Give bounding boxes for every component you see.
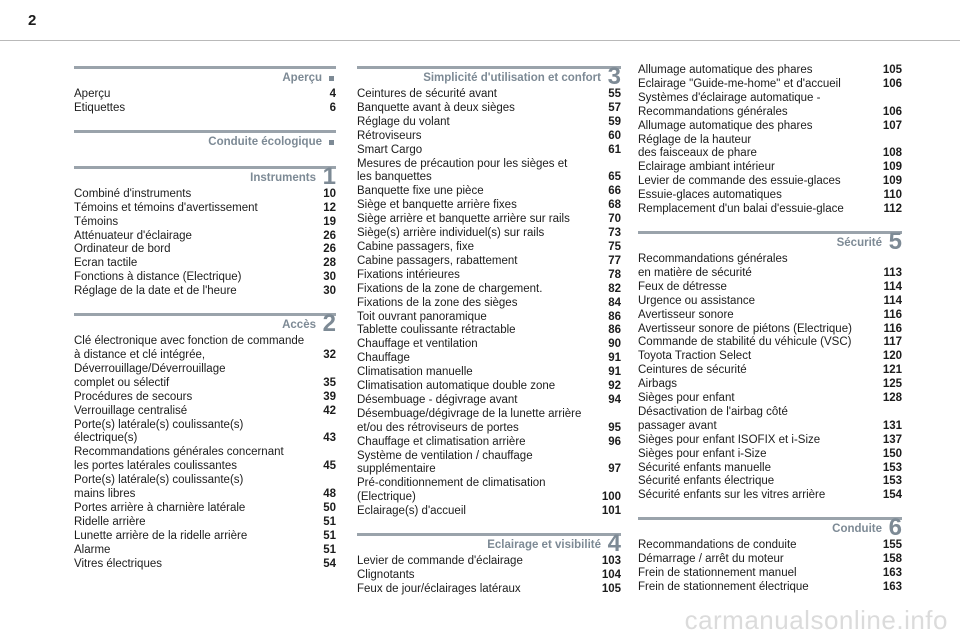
section-title: Accès [282,319,316,332]
toc-entry-label: Témoins et témoins d'avertissement [74,201,258,214]
toc-entry-label: Déverrouillage/Déverrouillage complet ou sélectif [74,362,226,389]
toc-entry[interactable] [638,448,902,462]
toc-entry[interactable] [638,309,902,323]
toc-entry-page: 60 [608,129,621,142]
section-title: Aperçu [282,72,322,84]
toc-entry-label: Ordinateur de bord [74,243,171,256]
toc-entry-label: Recommandations de conduite [638,539,797,552]
toc-entry-page: 109 [882,161,902,174]
toc-entry-label: Ceintures de sécurité [638,364,747,377]
toc-entry-label: Sièges pour enfant ISOFIX et i-Size [638,433,821,446]
toc-entry-page: 90 [608,338,621,351]
toc-entry-page: 32 [323,348,336,361]
toc-entry-page: 107 [882,119,902,132]
toc-entry-label: Lunette arrière de la ridelle arrière [74,529,248,542]
toc-entry-page: 158 [882,553,902,566]
toc-entry-page: 35 [323,376,336,389]
toc-entry-label: Sécurité enfants sur les vitres arrière [638,489,826,502]
toc-entry-label: Airbags [638,378,677,391]
toc-entry-page: 51 [323,543,336,556]
toc-entry[interactable] [357,297,621,311]
toc-section [638,229,902,503]
toc-entry[interactable] [357,185,621,199]
toc-entry-page: 131 [882,419,902,432]
toc-entry-label: Remplacement d'un balai d'essuie-glace [638,203,844,216]
toc-entry-label: Sièges pour enfant i-Size [638,447,767,460]
toc-entry[interactable] [74,216,336,230]
toc-entry-page: 153 [882,475,902,488]
toc-entry[interactable] [638,134,902,162]
toc-entry-label: Commande de stabilité du véhicule (VSC) [638,336,852,349]
toc-entry-page: 114 [883,294,902,307]
toc-entry-page: 28 [323,257,336,270]
toc-entry-page: 55 [608,88,621,100]
toc-entry-label: Recommandations générales concernant les portes latérales coulissantes [74,446,284,473]
section-number: 2 [322,310,336,338]
toc-entry[interactable] [74,285,336,299]
toc-entry-label: Démarrage / arrêt du moteur [638,553,784,566]
toc-entry-page: 106 [882,77,902,90]
toc-entry[interactable] [357,88,621,102]
toc-entry[interactable] [74,405,336,419]
toc-entry-label: Fixations de la zone de chargement. [357,282,543,295]
toc-entry-label: Banquette avant à deux sièges [357,101,515,114]
toc-entry[interactable] [357,505,621,519]
toc-entry[interactable] [74,502,336,516]
section-rule [357,533,621,536]
toc-entry-label: Levier de commande des essuie-glaces [638,175,841,188]
toc-entry-label: Témoins [74,215,119,228]
section-rule [74,166,336,169]
section-title: Simplicité d'utilisation et confort [423,72,601,84]
toc-entry[interactable] [74,243,336,257]
toc-entry-page: 112 [883,203,902,216]
toc-entry-page: 42 [323,404,336,417]
toc-entry-page: 114 [883,280,902,293]
toc-entry[interactable] [357,116,621,130]
toc-entry-page: 65 [608,171,621,184]
toc-entry-page: 78 [608,268,621,281]
section-header [638,514,902,542]
toc-entry-label: Vitres électriques [74,557,162,570]
toc-entry-page: 86 [608,324,621,337]
toc-entry-page: 91 [608,352,621,365]
toc-entry-page: 26 [323,229,336,242]
toc-entry-label: Ecran tactile [74,257,138,270]
toc-entry-page: 153 [882,461,902,474]
section-title: Sécurité [836,236,882,249]
toc-entry[interactable] [357,477,621,505]
toc-entry-page: 163 [882,581,902,593]
toc-section [357,64,621,519]
toc-entry-label: Cabine passagers, fixe [357,240,474,253]
toc-entry[interactable] [74,474,336,502]
toc-entry-label: Système de ventilation / chauffage supplémentaire [357,449,533,476]
toc-entry-label: Fixations intérieures [357,268,460,281]
toc-entry-label: Recommandations générales en matière de sécurité [638,252,788,279]
toc-entry-page: 117 [883,336,902,349]
toc-entry-page: 163 [882,567,902,580]
toc-entry-label: Cabine passagers, rabattement [357,254,518,267]
toc-entry-label: Réglage de la date et de l'heure [74,285,237,298]
toc-entry[interactable] [638,406,902,434]
toc-entry-page: 54 [323,557,336,570]
top-divider [0,40,960,41]
toc-entry[interactable] [357,569,621,583]
toc-entry-page: 30 [323,271,336,284]
toc-entry[interactable] [357,324,621,338]
toc-entry-label: Avertisseur sonore [638,308,734,321]
toc-entry-page: 154 [882,489,902,502]
toc-entry-page: 104 [601,569,621,581]
section-rule [357,66,621,69]
toc-entry-page: 137 [882,433,902,446]
toc-entry[interactable] [357,227,621,241]
toc-entry[interactable] [638,281,902,295]
toc-entry[interactable] [638,475,902,489]
toc-entry-label: Chauffage et climatisation arrière [357,435,526,448]
toc-entry[interactable] [357,380,621,394]
section-number: 1 [322,162,336,190]
toc-entry-label: Climatisation manuelle [357,366,473,379]
toc-entry-label: Réglage de la hauteur des faisceaux de phare [638,133,757,160]
section-rule [638,517,902,520]
toc-entry[interactable] [638,553,902,567]
toc-column-1 [74,64,336,583]
toc-entry[interactable] [357,408,621,436]
toc-entry[interactable] [74,257,336,271]
toc-entry-label: Feux de jour/éclairages latéraux [357,582,521,595]
toc-entry[interactable] [638,323,902,337]
toc-entry[interactable] [357,269,621,283]
toc-entry[interactable] [74,530,336,544]
toc-entry[interactable] [638,161,902,175]
toc-entry-page: 43 [323,432,336,445]
toc-entry-label: Urgence ou assistance [638,294,755,307]
toc-entry-label: Sécurité enfants manuelle [638,461,771,474]
toc-entry-page: 12 [323,201,336,214]
section-rule [638,231,902,234]
toc-section [638,64,902,217]
toc-entry-label: Procédures de secours [74,390,193,403]
toc-entry-page: 92 [608,380,621,393]
toc-entry[interactable] [638,434,902,448]
toc-entry-page: 116 [883,322,902,335]
toc-entry-page: 57 [608,101,621,114]
toc-entry-page: 125 [882,378,902,391]
section-header [74,128,336,152]
toc-section [74,64,336,116]
section-header [638,229,902,253]
section-number: 6 [888,514,902,542]
toc-entry-page: 73 [608,227,621,240]
toc-entry-label: Portes arrière à charnière latérale [74,501,246,514]
toc-entry[interactable] [74,102,336,116]
toc-entry-page: 150 [882,447,902,460]
toc-entry-label: Fonctions à distance (Electrique) [74,271,242,284]
toc-entry-label: Ceintures de sécurité avant [357,88,497,100]
toc-entry-page: 45 [323,460,336,473]
toc-entry-page: 105 [601,582,621,595]
toc-entry-label: Alarme [74,543,111,556]
toc-entry-page: 10 [323,187,336,200]
toc-entry-page: 70 [608,213,621,226]
toc-entry-label: Allumage automatique des phares [638,64,813,76]
toc-entry-label: Combiné d'instruments [74,187,192,200]
toc-entry[interactable] [357,144,621,158]
toc-entry-label: Eclairage(s) d'accueil [357,505,466,518]
toc-entry-label: Tablette coulissante rétractable [357,324,516,337]
watermark: carmanualsonline.info [684,605,948,635]
toc-entry[interactable] [357,102,621,116]
toc-entry-page: 77 [608,254,621,267]
toc-entry[interactable] [357,255,621,269]
toc-entry-page: 84 [608,296,621,309]
toc-entry-page: 110 [883,189,902,202]
toc-entry[interactable] [74,516,336,530]
toc-entry-page: 86 [608,310,621,323]
toc-entry[interactable] [357,352,621,366]
section-square-icon [329,140,334,145]
toc-entry-label: Porte(s) latérale(s) coulissante(s) mains libres [74,474,244,501]
section-number: 5 [888,227,902,255]
section-title: Eclairage et visibilité [487,539,601,552]
toc-entry[interactable] [357,158,621,186]
toc-entry-label: Pré-conditionnement de climatisation (Electrique) [357,477,546,504]
toc-entry-label: Sécurité enfants électrique [638,475,775,488]
toc-entry[interactable] [638,175,902,189]
toc-entry[interactable] [638,78,902,92]
toc-entry-label: Verrouillage centralisé [74,404,188,417]
toc-entry-label: Réglage du volant [357,115,450,128]
toc-entry-label: Fixations de la zone des sièges [357,296,518,309]
toc-entry-label: Allumage automatique des phares [638,119,813,132]
toc-entry-page: 155 [882,539,902,552]
toc-entry[interactable] [357,283,621,297]
toc-entry-label: Sièges pour enfant [638,392,735,405]
toc-entry-label: Désactivation de l'airbag côté passager avant [638,405,788,432]
toc-entry-label: Toyota Traction Select [638,350,752,363]
section-header [74,164,336,188]
toc-entry-page: 19 [323,215,336,228]
toc-entry-label: Aperçu [74,88,111,100]
toc-entry-label: Chauffage [357,352,410,365]
toc-entry[interactable] [638,92,902,120]
toc-entry-page: 96 [608,435,621,448]
toc-entry-page: 106 [882,105,902,118]
toc-entry[interactable] [357,394,621,408]
toc-entry[interactable] [74,88,336,102]
toc-entry-label: Avertisseur sonore de piétons (Electrique) [638,322,852,335]
toc-entry-label: Frein de stationnement électrique [638,581,809,593]
toc-entry[interactable] [638,378,902,392]
toc-entry-page: 68 [608,199,621,212]
toc-entry-label: Ridelle arrière [74,515,146,528]
toc-entry-label: Siège et banquette arrière fixes [357,199,517,212]
toc-entry-label: Systèmes d'éclairage automatique - Recommandations générales [638,91,821,118]
toc-entry[interactable] [638,462,902,476]
toc-entry-label: Eclairage "Guide-me-home" et d'accueil [638,77,841,90]
toc-entry[interactable] [357,213,621,227]
section-title: Conduite [832,523,882,536]
section-number: 3 [607,63,621,90]
section-rule [74,313,336,316]
section-rule [74,130,336,133]
toc-entry-page: 82 [608,282,621,295]
toc-entry-label: Levier de commande d'éclairage [357,555,523,568]
toc-entry[interactable] [638,203,902,217]
toc-entry-page: 51 [323,529,336,542]
section-header [74,310,336,338]
toc-entry[interactable] [357,366,621,380]
section-title: Conduite écologique [208,135,322,148]
toc-entry-page: 121 [882,364,902,377]
toc-entry-page: 109 [882,175,902,188]
toc-entry[interactable] [74,558,336,572]
section-rule [74,66,336,69]
toc-entry[interactable] [74,446,336,474]
section-header [357,64,621,88]
toc-entry-label: Siège arrière et banquette arrière sur rails [357,213,570,226]
toc-entry[interactable] [74,391,336,405]
toc-entry[interactable] [357,338,621,352]
toc-entry-label: Etiquettes [74,101,126,114]
toc-entry-label: Rétroviseurs [357,129,422,142]
toc-entry-page: 75 [608,240,621,253]
toc-entry-label: Climatisation automatique double zone [357,380,556,393]
toc-entry-page: 4 [329,88,336,100]
section-number: 4 [607,530,621,558]
toc-entry[interactable] [638,350,902,364]
toc-entry-page: 103 [601,555,621,568]
toc-entry[interactable] [74,544,336,558]
toc-entry[interactable] [638,567,902,581]
toc-entry-page: 30 [323,285,336,298]
toc-entry-page: 6 [329,101,336,114]
section-square-icon [329,76,334,81]
toc-entry[interactable] [638,64,902,78]
toc-entry[interactable] [357,555,621,569]
toc-entry-page: 94 [608,393,621,406]
toc-entry-page: 128 [882,392,902,405]
toc-entry-page: 100 [601,491,621,504]
toc-entry-page: 108 [882,147,902,160]
toc-entry[interactable] [638,489,902,503]
toc-entry[interactable] [357,130,621,144]
toc-entry-label: Désembuage/dégivrage de la lunette arrière et/ou des rétroviseurs de portes [357,407,582,434]
toc-entry[interactable] [74,271,336,285]
toc-entry-page: 95 [608,421,621,434]
toc-entry[interactable] [74,188,336,202]
toc-entry-label: Essuie-glaces automatiques [638,189,782,202]
page-number: 2 [28,12,37,29]
toc-section [638,515,902,595]
toc-entry-label: Feux de détresse [638,280,727,293]
toc-entry[interactable] [638,120,902,134]
section-title: Instruments [250,171,316,184]
toc-column-3 [638,64,902,607]
toc-entry[interactable] [357,311,621,325]
toc-section [74,128,336,152]
toc-entry-label: Clé électronique avec fonction de commande à distance et clé intégrée, [74,335,305,361]
toc-entry[interactable] [357,583,621,597]
toc-entry-label: Toit ouvrant panoramique [357,310,487,323]
toc-entry-page: 61 [608,143,621,156]
toc-entry-label: Banquette fixe une pièce [357,185,484,198]
toc-entry-label: Porte(s) latérale(s) coulissante(s) électrique(s) [74,418,244,445]
toc-section [74,311,336,571]
toc-entry[interactable] [638,295,902,309]
toc-entry[interactable] [357,450,621,478]
toc-entry-label: Désembuage - dégivrage avant [357,393,518,406]
toc-entry-label: Clignotants [357,569,415,581]
toc-entry-page: 50 [323,501,336,514]
toc-entry-label: Eclairage ambiant intérieur [638,161,775,174]
section-header [357,530,621,558]
toc-section [357,531,621,597]
toc-entry[interactable] [74,419,336,447]
toc-entry-page: 120 [882,350,902,363]
toc-entry[interactable] [638,189,902,203]
toc-entry[interactable] [74,363,336,391]
toc-entry[interactable] [638,253,902,281]
toc-section [74,164,336,299]
toc-entry-page: 51 [323,515,336,528]
toc-entry-page: 91 [608,366,621,379]
toc-entry-page: 116 [883,308,902,321]
toc-entry[interactable] [74,202,336,216]
toc-entry-label: Frein de stationnement manuel [638,567,797,580]
toc-entry-page: 105 [882,64,902,76]
toc-entry-page: 97 [608,463,621,476]
toc-entry-page: 59 [608,115,621,128]
toc-entry-label: Smart Cargo [357,143,423,156]
toc-entry-page: 66 [608,185,621,198]
toc-entry-page: 26 [323,243,336,256]
toc-entry[interactable] [357,436,621,450]
toc-entry-page: 39 [323,390,336,403]
toc-entry-page: 101 [601,505,621,518]
toc-entry-page: 113 [883,266,902,279]
toc-entry-page: 48 [323,488,336,501]
toc-entry[interactable] [638,336,902,350]
toc-entry[interactable] [357,199,621,213]
toc-entry[interactable] [74,230,336,244]
toc-entry-label: Chauffage et ventilation [357,338,478,351]
toc-entry[interactable] [74,335,336,363]
toc-column-2 [357,64,621,609]
toc-entry-label: Siège(s) arrière individuel(s) sur rails [357,227,545,240]
section-header [74,64,336,88]
toc-entry-label: Atténuateur d'éclairage [74,229,192,242]
toc-entry[interactable] [638,364,902,378]
toc-entry[interactable] [638,539,902,553]
toc-entry[interactable] [638,581,902,595]
toc-entry-label: Mesures de précaution pour les sièges et les banquettes [357,157,568,184]
toc-entry[interactable] [357,241,621,255]
toc-entry[interactable] [638,392,902,406]
